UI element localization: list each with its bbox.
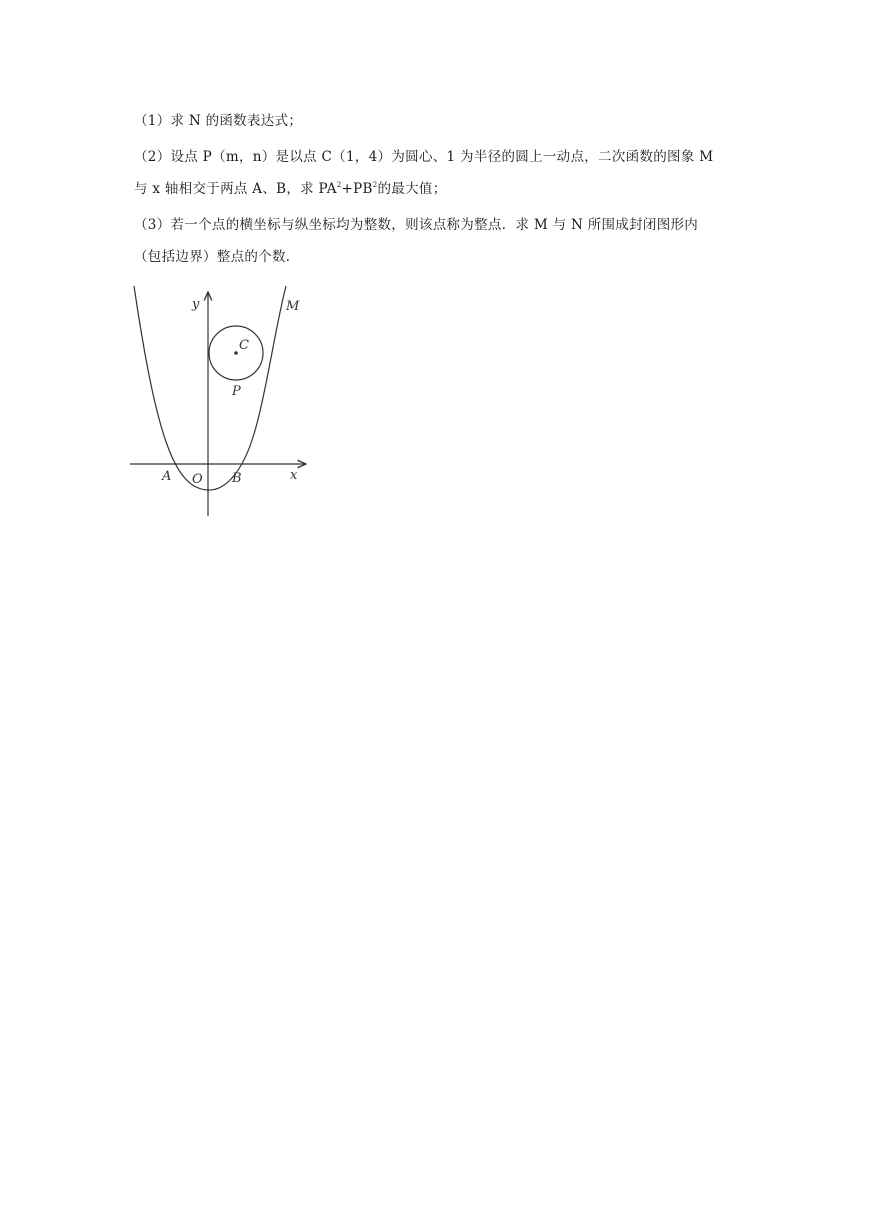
- question-2-text-a: 与 x 轴相交于两点 A、B，求 PA: [134, 181, 337, 197]
- label-o: O: [192, 472, 203, 487]
- question-1: （1）求 N 的函数表达式；: [134, 113, 303, 129]
- label-m: M: [286, 299, 300, 314]
- label-x: x: [290, 468, 298, 483]
- parabola-m-curve: [134, 286, 286, 490]
- label-c: C: [239, 338, 249, 353]
- superscript-2-b: 2: [372, 181, 378, 189]
- question-2-line-2: [134, 180, 744, 198]
- question-2-line-1: （2）设点 P（m，n）是以点 C（1，4）为圆心、1 为半径的圆上一动点，二次函数的图象 M: [134, 149, 714, 165]
- label-b: B: [232, 471, 242, 486]
- superscript-2-a: 2: [336, 181, 342, 189]
- center-c-dot: [234, 351, 238, 355]
- parabola-figure: [126, 284, 316, 520]
- label-y: y: [192, 297, 200, 312]
- question-2-text-b: +PB: [341, 181, 373, 197]
- question-3-line-2: （包括边界）整点的个数．: [134, 249, 300, 265]
- question-3-line-1: （3）若一个点的横坐标与纵坐标均为整数，则该点称为整点．求 M 与 N 所围成封闭图形内: [134, 217, 699, 233]
- question-2-text-c: 的最大值；: [377, 181, 447, 197]
- label-p: P: [232, 384, 241, 399]
- label-a: A: [162, 469, 172, 484]
